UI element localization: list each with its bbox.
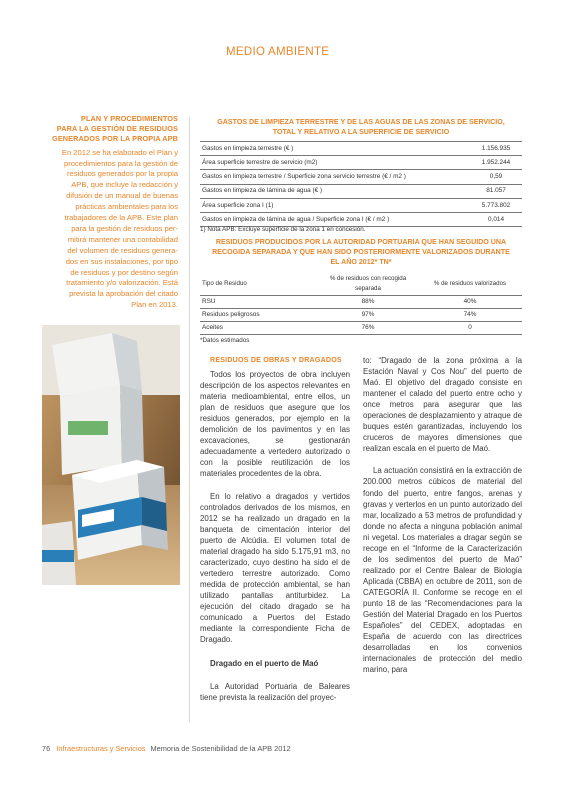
sidebar-body-line: de residuos y por destino según (70, 267, 178, 277)
page-footer (42, 744, 291, 753)
paragraph: La Autoridad Portuaria de Baleares tiene prevista la realización del proyec- (200, 682, 350, 703)
row-label: Área superficie terrestre de servicio (m2) (200, 156, 470, 170)
row-value: 0,59 (470, 170, 522, 184)
table-row (200, 308, 522, 321)
sidebar-heading-line: GENERADOS POR LA PROPIA APB (52, 134, 178, 144)
table2-title-line: EL AÑO 2012* TN* (330, 258, 392, 266)
sidebar-heading-line: PARA LA GESTIÓN DE RESIDUOS (56, 124, 178, 134)
row-value: 81.057 (470, 184, 522, 198)
table-header-row (200, 273, 522, 295)
header-cell: Tipo de Residuo (200, 273, 318, 295)
cleaning-costs-table (200, 141, 522, 227)
table-cell: 97% (318, 308, 418, 321)
sidebar-body-line: Plan en 2013. (131, 300, 178, 310)
sidebar-body-line: APB, que incluye la redacción y (71, 180, 178, 190)
sidebar-box (42, 114, 178, 311)
table-cell: 88% (318, 295, 418, 308)
row-label: Gastos en limpieza de lámina de agua / Superficie zona I (€ / m2 ) (200, 212, 470, 226)
section-heading: RESIDUOS DE OBRAS Y DRAGADOS (210, 356, 342, 364)
table1-note: 1) Nota APB: Excluye superficie de la zona 1 en concesión. (200, 226, 366, 233)
page-number: 76 (42, 744, 51, 753)
header-cell: % de residuos valorizados (418, 273, 522, 295)
table-row (200, 170, 522, 184)
table2-title (200, 237, 522, 267)
table2-note: *Datos estimados (200, 337, 250, 344)
table-row (200, 142, 522, 156)
sidebar-body-line: trabajadores de la APB. Este plan (64, 213, 178, 223)
sidebar-body-line: residuos generados por la propia (66, 169, 178, 179)
sidebar-body-line: En 2012 se ha elaborado el Plan y (61, 147, 178, 157)
row-label: Área superficie zona I (1) (200, 198, 470, 212)
table-cell: Aceites (200, 321, 318, 334)
paragraph: to: “Dragado de la zona próxima a la Estación Naval y Cos Nou” del puerto de Maó. El objetivo del dragado consiste en mantener el calado del puerto entre ocho y once metros para asegurar que las operaciones de desplazamiento y atraque de buques estén garantizadas, incluyendo los cruceros de mayores dimensiones que realizan escala en el puerto de Maó. (363, 356, 522, 454)
sidebar-heading (42, 114, 178, 145)
table2-title-line: RECOGIDA SEPARADA Y QUE HAN SIDO POSTERIORMENTE VALORIZADOS DURANTE (212, 248, 510, 256)
paragraph: Todos los proyectos de obra incluyen descripción de los aspectos relevantes en materia medioambiental, entre ellos, un plan de residuos que asegure que los residuos generados, por ejemplo en la demolición de los pavimentos y en las excavaciones, se gestionarán adecuadamente a vertedero autorizado o con la posible reutilización de los materiales procedentes de la obra. (200, 370, 350, 479)
row-value: 0,014 (470, 212, 522, 226)
table-cell: 40% (418, 295, 522, 308)
sidebar-body-line: dos en sus instalaciones, por tipo (65, 256, 178, 266)
footer-publication: Memoria de Sostenibilidad de la APB 2012 (150, 744, 291, 753)
sidebar-body-line: prevista la aprobación del citado (69, 289, 178, 299)
table-cell: Residuos peligrosos (200, 308, 318, 321)
sidebar-body-line: prácticas ambientales para los (75, 202, 178, 212)
body-column-left (200, 355, 350, 703)
sidebar-body-line: del volumen de residuos genera- (67, 245, 178, 255)
table-row (200, 295, 522, 308)
waste-separation-table (200, 273, 522, 335)
sidebar-body-line: procedimientos para la gestión de (64, 158, 178, 168)
row-value: 5.773.802 (470, 198, 522, 212)
sidebar-body-line: tratamiento y/o valorización. Está (66, 278, 178, 288)
table-cell: 0 (418, 321, 522, 334)
footer-section: Infraestructuras y Servicios (56, 744, 146, 753)
row-value: 1.156.935 (470, 142, 522, 156)
table2-title-line: RESIDUOS PRODUCIDOS POR LA AUTORIDAD PORTUARIA QUE HAN SEGUIDO UNA (215, 238, 507, 246)
paragraph: En lo relativo a dragados y vertidos controlados derivados de los mismos, en 2012 se ha realizado un dragado en la banqueta de cimentación interior del puerto de Alcúdia. El volumen total de material dragado ha sido 5.175,91 m3, no caracterizado, cuyo destino ha sido el de vertedero terrestre autorizado. Como medida de protección ambiental, se han utilizado pantallas antiturbidez. La ejecución del citado dragado se ha comunicado a Puertos del Estado mediante la correspondiente Ficha de Dragado. (200, 491, 350, 645)
row-label: Gastos en limpieza terrestre / Superficie zona servicio terrestre (€ / m2 ) (200, 170, 470, 184)
table1-title (200, 117, 522, 137)
column-divider (189, 117, 190, 722)
sidebar-body-line: mitirá mantener una contabilidad (67, 234, 178, 244)
table-row (200, 156, 522, 170)
page-title: MEDIO AMBIENTE (226, 46, 330, 58)
sidebar-body (42, 148, 178, 312)
table-row (200, 321, 522, 334)
table-cell: 76% (318, 321, 418, 334)
row-label: Gastos en limpieza terrestre (€ ) (200, 142, 470, 156)
waste-boxes-photo (42, 325, 180, 585)
table-cell: 74% (418, 308, 522, 321)
table1-title-line: GASTOS DE LIMPIEZA TERRESTRE Y DE LAS AGUAS DE LAS ZONAS DE SERVICIO, (217, 118, 505, 126)
table-row (200, 198, 522, 212)
waste-boxes-illustration (42, 325, 180, 585)
subsection-heading: Dragado en el puerto de Maó (210, 659, 319, 669)
header-cell: % de residuos con recogida separada (318, 273, 418, 295)
body-column-right (363, 355, 522, 675)
row-value: 1.952.244 (470, 156, 522, 170)
paragraph: La actuación consistirá en la extracción de 200.000 metros cúbicos de material del fondo del puerto, entre fangos, arenas y gravas y verterlos en un punto autorizado del mar, localizado a 53 metros de profundidad y donde no afecta a ninguna población animal ni vegetal. Los materiales a dragar según se recoge en el “Informe de la Caracterización de los sedimentos del puerto de Maó” realizado por el Centre Balear de Biologia Aplicada (CBBA) en octubre de 2011, son de CATEGORÍA II. Conforme se recoge en el punto 18 de las “Recomendaciones para la Gestión del Material Dragado en los Puertos Españoles” del CEDEX, adoptadas en España de acuerdo con las directrices desarrolladas en los convenios internacionales de protección del medio marino, para (363, 466, 522, 675)
sidebar-body-line: para la gestión de residuos per- (71, 223, 178, 233)
sidebar-body-line: difusión de un manual de buenas (66, 191, 178, 201)
table-cell: RSU (200, 295, 318, 308)
table-row (200, 184, 522, 198)
row-label: Gastos en limpieza de lámina de agua (€ ) (200, 184, 470, 198)
table-row (200, 212, 522, 226)
sidebar-heading-line: PLAN Y PROCEDIMIENTOS (81, 114, 178, 123)
table1-title-line: TOTAL Y RELATIVO A LA SUPERFICIE DE SERVICIO (272, 128, 450, 136)
